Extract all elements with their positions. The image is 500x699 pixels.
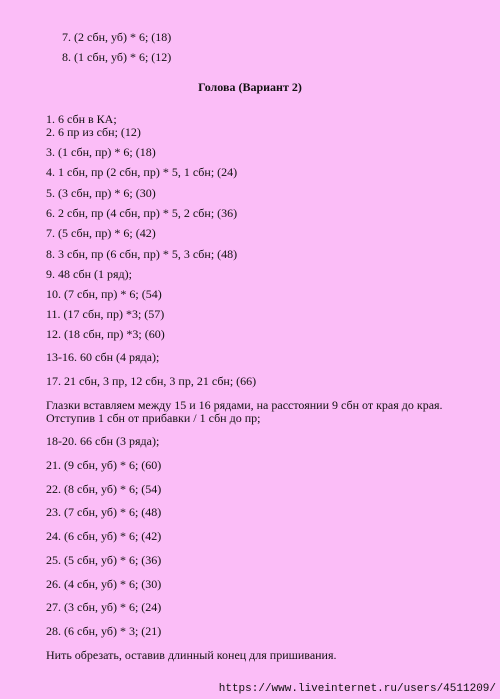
pattern-row: 11. (17 сбн, пр) *3; (57) xyxy=(46,307,165,321)
pattern-row: 24. (6 сбн, уб) * 6; (42) xyxy=(46,529,162,543)
pattern-row: 23. (7 сбн, уб) * 6; (48) xyxy=(46,505,162,519)
pattern-row: 9. 48 сбн (1 ряд); xyxy=(46,267,132,281)
pattern-row: 27. (3 сбн, уб) * 6; (24) xyxy=(46,600,162,614)
eyes-note: Отступив 1 сбн от прибавки / 1 сбн до пр; xyxy=(46,411,261,425)
section-heading: Голова (Вариант 2) xyxy=(198,80,302,94)
pattern-row: 25. (5 сбн, уб) * 6; (36) xyxy=(46,553,162,567)
pattern-row: 3. (1 сбн, пр) * 6; (18) xyxy=(46,145,156,159)
pattern-row: 4. 1 сбн, пр (2 сбн, пр) * 5, 1 сбн; (24) xyxy=(46,165,238,179)
pattern-row: 13-16. 60 сбн (4 ряда); xyxy=(46,350,160,364)
watermark-url: https://www.liveinternet.ru/users/4511209/ xyxy=(218,683,496,695)
pattern-row: 8. (1 сбн, уб) * 6; (12) xyxy=(62,50,172,64)
pattern-row: 10. (7 сбн, пр) * 6; (54) xyxy=(46,287,162,301)
pattern-row: 28. (6 сбн, уб) * 3; (21) xyxy=(46,624,162,638)
pattern-row: 5. (3 сбн, пр) * 6; (30) xyxy=(46,186,156,200)
pattern-row: 22. (8 сбн, уб) * 6; (54) xyxy=(46,482,162,496)
pattern-row: 7. (5 сбн, пр) * 6; (42) xyxy=(46,226,156,240)
pattern-row: 8. 3 сбн, пр (6 сбн, пр) * 5, 3 сбн; (48) xyxy=(46,247,238,261)
pattern-row: 12. (18 сбн, пр) *3; (60) xyxy=(46,327,165,341)
pattern-row: 26. (4 сбн, уб) * 6; (30) xyxy=(46,577,162,591)
pattern-row: 6. 2 сбн, пр (4 сбн, пр) * 5, 2 сбн; (36) xyxy=(46,206,238,220)
pattern-row: 18-20. 66 сбн (3 ряда); xyxy=(46,434,160,448)
pattern-row: 1. 6 сбн в КА; xyxy=(46,112,117,126)
pattern-row: 7. (2 сбн, уб) * 6; (18) xyxy=(62,30,172,44)
eyes-note: Глазки вставляем между 15 и 16 рядами, на расстоянии 9 сбн от края до края. xyxy=(46,398,443,412)
pattern-row: 21. (9 сбн, уб) * 6; (60) xyxy=(46,458,162,472)
pattern-row: 2. 6 пр из сбн; (12) xyxy=(46,125,141,139)
pattern-row: 17. 21 сбн, 3 пр, 12 сбн, 3 пр, 21 сбн; (66) xyxy=(46,374,257,388)
final-note: Нить обрезать, оставив длинный конец для пришивания. xyxy=(46,648,337,662)
